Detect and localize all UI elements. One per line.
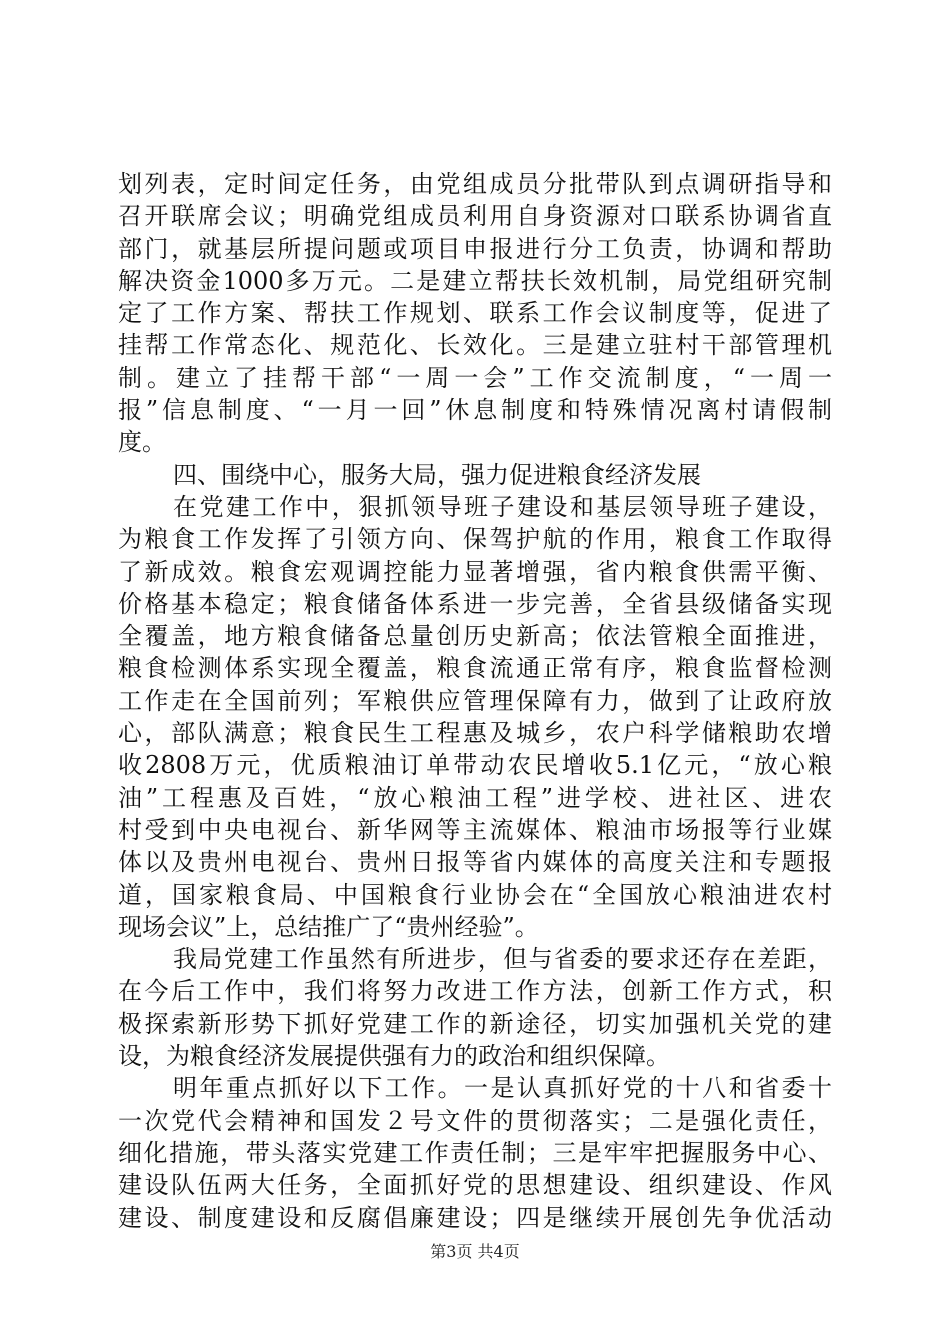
- text-line: 召开联席会议；明确党组成员利用自身资源对口联系协调省直: [118, 202, 832, 231]
- text-line: 度。: [118, 428, 166, 457]
- page-footer: 第3页 共4页: [430, 1242, 520, 1261]
- text-line: 价格基本稳定；粮食储备体系进一步完善，全省县级储备实现: [118, 589, 832, 618]
- text-line: 现场会议”上，总结推广了“贵州经验”。: [118, 912, 539, 941]
- text-line: 四、围绕中心，服务大局，强力促进粮食经济发展: [173, 460, 701, 489]
- text-line: 工作走在全国前列；军粮供应管理保障有力，做到了让政府放: [118, 686, 832, 715]
- text-line: 明年重点抓好以下工作。一是认真抓好党的十八和省委十: [173, 1074, 832, 1103]
- text-line: 解决资金1000多万元。二是建立帮扶长效机制，局党组研究制: [118, 266, 832, 295]
- text-line: 粮食检测体系实现全覆盖，粮食流通正常有序，粮食监督检测: [118, 654, 832, 683]
- text-line: 建设、制度建设和反腐倡廉建设；四是继续开展创先争优活动: [118, 1203, 832, 1232]
- text-line: 油”工程惠及百姓，“放心粮油工程”进学校、进社区、进农: [118, 783, 832, 812]
- text-line: 部门，就基层所提问题或项目申报进行分工负责，协调和帮助: [118, 234, 832, 263]
- text-line: 建设队伍两大任务，全面抓好党的思想建设、组织建设、作风: [118, 1171, 832, 1200]
- text-line: 挂帮工作常态化、规范化、长效化。三是建立驻村干部管理机: [118, 331, 832, 360]
- text-line: 体以及贵州电视台、贵州日报等省内媒体的高度关注和专题报: [118, 848, 832, 877]
- text-line: 道，国家粮食局、中国粮食行业协会在“全国放心粮油进农村: [118, 880, 832, 909]
- text-line: 制。建立了挂帮干部“一周一会”工作交流制度，“一周一: [118, 363, 832, 392]
- text-line: 在党建工作中，狠抓领导班子建设和基层领导班子建设，: [173, 492, 832, 521]
- text-line: 为粮食工作发挥了引领方向、保驾护航的作用，粮食工作取得: [118, 525, 832, 554]
- text-line: 收2808万元，优质粮油订单带动农民增收5.1亿元，“放心粮: [118, 751, 832, 780]
- text-line: 心，部队满意；粮食民生工程惠及城乡，农户科学储粮助农增: [118, 719, 832, 748]
- text-line: 一次党代会精神和国发２号文件的贯彻落实；二是强化责任，: [118, 1106, 832, 1135]
- text-line: 村受到中央电视台、新华网等主流媒体、粮油市场报等行业媒: [118, 815, 832, 844]
- text-line: 细化措施，带头落实党建工作责任制；三是牢牢把握服务中心、: [118, 1138, 832, 1167]
- text-line: 在今后工作中，我们将努力改进工作方法，创新工作方式，积: [118, 977, 832, 1006]
- text-line: 定了工作方案、帮扶工作规划、联系工作会议制度等，促进了: [118, 299, 832, 328]
- text-line: 了新成效。粮食宏观调控能力显著增强，省内粮食供需平衡、: [118, 557, 832, 586]
- text-line: 我局党建工作虽然有所进步，但与省委的要求还存在差距，: [173, 945, 832, 974]
- text-line: 全覆盖，地方粮食储备总量创历史新高；依法管粮全面推进，: [118, 622, 832, 651]
- body-text: [118, 168, 832, 1234]
- text-line: 设，为粮食经济发展提供强有力的政治和组织保障。: [118, 1042, 670, 1071]
- text-line: 划列表，定时间定任务，由党组成员分批带队到点调研指导和: [118, 170, 832, 198]
- text-line: 极探索新形势下抓好党建工作的新途径，切实加强机关党的建: [118, 1009, 832, 1038]
- text-line: 报”信息制度、“一月一回”休息制度和特殊情况离村请假制: [118, 396, 832, 425]
